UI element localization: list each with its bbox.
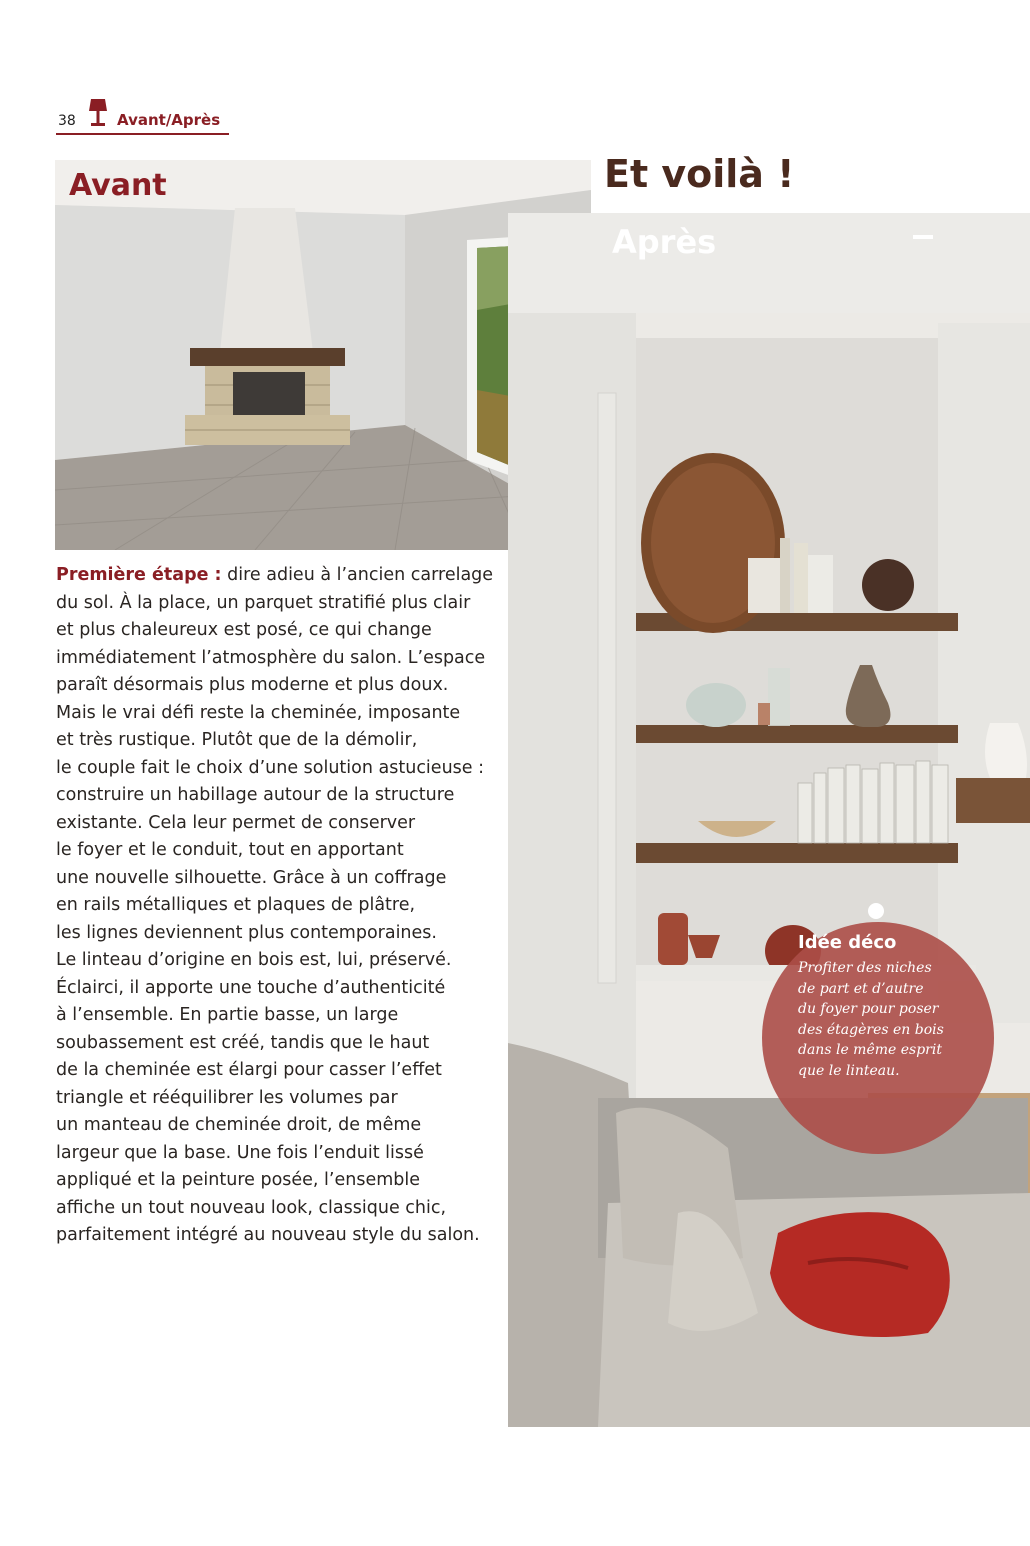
article-line: le foyer et le conduit, tout en apportant (56, 840, 404, 860)
article-line: de la cheminée est élargi pour casser l’effet (56, 1060, 442, 1080)
after-room-illustration (508, 213, 1030, 1427)
article-paragraph (56, 562, 496, 1250)
deco-line: des étagères en bois (798, 1021, 944, 1038)
article-line: un manteau de cheminée droit, de même (56, 1115, 422, 1135)
article-line: Le linteau d’origine en bois est, lui, préservé. (56, 950, 452, 970)
deco-title: Idée déco (798, 932, 897, 953)
article-line: Mais le vrai défi reste la cheminée, imposante (56, 702, 461, 723)
article-line: dire adieu à l’ancien carrelage (221, 565, 494, 585)
header-underline (56, 133, 229, 135)
article-line: construire un habillage autour de la structure (56, 785, 455, 805)
article-line: en rails métalliques et plaques de plâtre, (56, 895, 416, 915)
deco-line: Profiter des niches (798, 960, 932, 976)
lamp-icon (88, 98, 108, 128)
article-line: le couple fait le choix d’une solution astucieuse : (56, 757, 484, 778)
article-line: triangle et rééquilibrer les volumes par (56, 1087, 398, 1108)
article-line: à l’ensemble. En partie basse, un large (56, 1005, 399, 1025)
after-photo (508, 213, 1030, 1427)
article-body (56, 562, 496, 1250)
article-line: du sol. À la place, un parquet stratifié plus clair (56, 592, 471, 613)
page-header (56, 98, 229, 134)
article-line: Éclairci, il apporte une touche d’authenticité (56, 977, 446, 998)
after-label: Après (612, 223, 717, 261)
article-lead: Première étape : (56, 565, 222, 585)
article-line: appliqué et la peinture posée, l’ensemble (56, 1170, 420, 1190)
article-line: et très rustique. Plutôt que de la démolir, (56, 730, 418, 750)
deco-line: du foyer pour poser (798, 1001, 939, 1017)
article-line: une nouvelle silhouette. Grâce à un coffrage (56, 867, 447, 888)
deco-text (798, 958, 978, 1081)
deco-idea-callout (762, 922, 994, 1154)
page-title: Et voilà ! (604, 152, 795, 196)
article-line: et plus chaleureux est posé, ce qui change (56, 620, 432, 640)
article-line: paraît désormais plus moderne et plus doux. (56, 675, 449, 695)
section-rubric: Avant/Après (117, 111, 221, 129)
deco-line: de part et d’autre (798, 980, 924, 997)
article-line: affiche un tout nouveau look, classique chic, (56, 1197, 447, 1218)
article-line: les lignes deviennent plus contemporaines. (56, 922, 437, 943)
article-line: immédiatement l’atmosphère du salon. L’espace (56, 647, 486, 668)
deco-line: dans le même esprit (798, 1042, 942, 1058)
before-label: Avant (69, 168, 167, 203)
article-line: parfaitement intégré au nouveau style du salon. (56, 1225, 480, 1245)
article-line: soubassement est créé, tandis que le haut (56, 1032, 430, 1053)
page-number: 38 (58, 113, 76, 129)
article-line: existante. Cela leur permet de conserver (56, 812, 416, 833)
deco-dot (868, 903, 884, 919)
article-line: largeur que la base. Une fois l’enduit lissé (56, 1142, 424, 1163)
deco-line: que le linteau. (798, 1062, 900, 1079)
